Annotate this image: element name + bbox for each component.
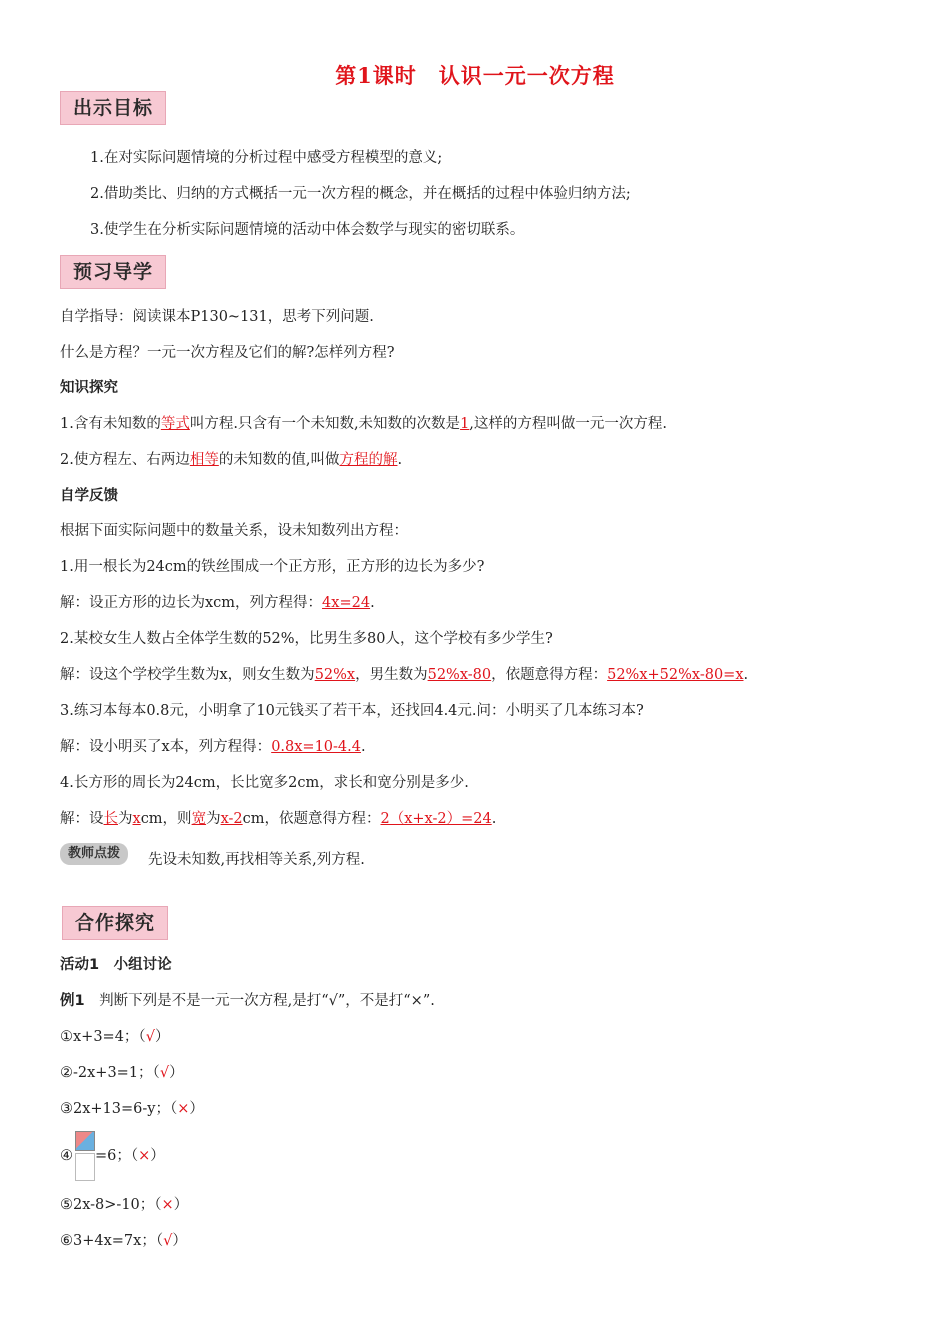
text: cm，依题意得方程： bbox=[242, 811, 381, 827]
judge-item bbox=[60, 1231, 187, 1251]
equation: ①x+3=4；（ bbox=[60, 1029, 146, 1045]
equation: ③2x+13=6-y；（ bbox=[60, 1101, 178, 1117]
text: 解：设这个学校学生数为x，则女生数为 bbox=[60, 667, 315, 683]
question-3: 3.练习本每本0.8元，小明拿了10元钱买了若干本，还找回4.4元.问：小明买了几本练习本? bbox=[60, 703, 644, 719]
teacher-tip-badge: 教师点拨 bbox=[60, 843, 128, 865]
knowledge-line-2 bbox=[60, 450, 402, 470]
text: . bbox=[370, 595, 375, 611]
answer-blank: 相等 bbox=[189, 452, 219, 468]
equation-prefix: ④ bbox=[60, 1148, 73, 1164]
section-badge-cooperation: 合作探究 bbox=[62, 906, 168, 940]
text: . bbox=[397, 452, 403, 468]
example-1 bbox=[60, 991, 435, 1011]
image-placeholder bbox=[75, 1153, 95, 1181]
feedback-heading: 自学反馈 bbox=[60, 488, 118, 504]
equation: =6；（ bbox=[95, 1148, 139, 1164]
answer-blank: 等式 bbox=[160, 416, 190, 432]
text: ，依题意得方程： bbox=[491, 667, 608, 683]
text: 为 bbox=[206, 811, 221, 827]
judge-item bbox=[60, 1063, 184, 1083]
broken-image-icon bbox=[75, 1131, 95, 1151]
answer-blank: 宽 bbox=[191, 811, 207, 827]
text: . bbox=[491, 811, 497, 827]
answer-blank: 方程的解 bbox=[339, 452, 398, 468]
equation: ⑥3+4x=7x；（ bbox=[60, 1233, 164, 1249]
bracket: ） bbox=[169, 1065, 184, 1081]
cross-mark: × bbox=[161, 1197, 174, 1213]
activity-heading: 活动1 小组讨论 bbox=[60, 957, 172, 973]
text: 为 bbox=[118, 811, 133, 827]
judge-item bbox=[60, 1027, 169, 1047]
question-4: 4.长方形的周长为24cm，长比宽多2cm，求长和宽分别是多少. bbox=[60, 775, 469, 791]
bracket: ） bbox=[189, 1101, 204, 1117]
check-mark: √ bbox=[145, 1029, 155, 1045]
example-text: 判断下列是不是一元一次方程,是打“√”，不是打“×”. bbox=[84, 993, 435, 1009]
judge-item bbox=[60, 1195, 188, 1215]
answer-4 bbox=[60, 809, 496, 829]
text: cm，则 bbox=[140, 811, 192, 827]
text: ,这样的方程叫做一元一次方程. bbox=[469, 416, 668, 432]
bracket: ） bbox=[172, 1233, 187, 1249]
guide-question: 什么是方程？一元一次方程及它们的解?怎样列方程? bbox=[60, 345, 395, 361]
text: . bbox=[743, 667, 749, 683]
equation: ⑤2x-8>-10；（ bbox=[60, 1197, 162, 1213]
check-mark: √ bbox=[163, 1233, 173, 1249]
text: 解：设正方形的边长为xcm，列方程得： bbox=[60, 595, 323, 611]
text: ，男生数为 bbox=[355, 667, 428, 683]
text: 的未知数的值,叫做 bbox=[218, 452, 340, 468]
answer-blank: 4x=24 bbox=[322, 595, 371, 611]
answer-blank: x-2 bbox=[220, 811, 243, 827]
equation: ②-2x+3=1；（ bbox=[60, 1065, 160, 1081]
text: 2.使方程左、右两边 bbox=[60, 452, 190, 468]
text: 解：设小明买了x本，列方程得： bbox=[60, 739, 272, 755]
answer-1 bbox=[60, 593, 375, 613]
cross-mark: × bbox=[177, 1101, 190, 1117]
section-badge-goals: 出示目标 bbox=[60, 91, 166, 125]
question-2: 2.某校女生人数占全体学生数的52%，比男生多80人，这个学校有多少学生? bbox=[60, 631, 553, 647]
judge-item bbox=[60, 1130, 165, 1182]
cross-mark: × bbox=[138, 1148, 151, 1164]
knowledge-line-1 bbox=[60, 414, 667, 434]
answer-blank: 52%x bbox=[314, 667, 356, 683]
answer-blank: x bbox=[132, 811, 141, 827]
self-study-guide: 自学指导：阅读课本P130~131，思考下列问题. bbox=[60, 309, 374, 325]
section-badge-preview: 预习导学 bbox=[60, 255, 166, 289]
question-1: 1.用一根长为24cm的铁丝围成一个正方形，正方形的边长为多少? bbox=[60, 559, 485, 575]
feedback-intro: 根据下面实际问题中的数量关系，设未知数列出方程： bbox=[60, 523, 408, 539]
goal-item: 3.使学生在分析实际问题情境的活动中体会数学与现实的密切联系。 bbox=[90, 222, 525, 238]
answer-2 bbox=[60, 665, 748, 685]
fraction-image-icon bbox=[75, 1131, 93, 1181]
check-mark: √ bbox=[159, 1065, 170, 1081]
text: 1.含有未知数的 bbox=[60, 416, 161, 432]
answer-blank: 52%x-80 bbox=[427, 667, 492, 683]
text: . bbox=[360, 739, 366, 755]
text: 解：设 bbox=[60, 811, 104, 827]
bracket: ） bbox=[173, 1197, 189, 1213]
judge-item bbox=[60, 1099, 204, 1119]
answer-blank: 2（x+x-2）=24 bbox=[380, 811, 492, 827]
answer-blank: 52%x+52%x-80=x bbox=[607, 667, 744, 683]
text: 叫方程.只含有一个未知数,未知数的次数是 bbox=[189, 416, 461, 432]
answer-3 bbox=[60, 737, 366, 757]
answer-blank: 0.8x=10-4.4 bbox=[271, 739, 361, 755]
page-title: 第1课时 认识一元一次方程 bbox=[335, 63, 615, 88]
example-label: 例1 bbox=[60, 993, 85, 1009]
answer-blank: 1 bbox=[460, 416, 470, 432]
goal-item: 2.借助类比、归纳的方式概括一元一次方程的概念，并在概括的过程中体验归纳方法; bbox=[90, 186, 631, 202]
goal-item: 1.在对实际问题情境的分析过程中感受方程模型的意义; bbox=[90, 150, 443, 166]
bracket: ） bbox=[150, 1148, 165, 1164]
knowledge-heading: 知识探究 bbox=[60, 380, 118, 396]
bracket: ） bbox=[154, 1029, 170, 1045]
answer-blank: 长 bbox=[103, 811, 118, 827]
teacher-tip-text: 先设未知数,再找相等关系,列方程. bbox=[148, 852, 365, 868]
